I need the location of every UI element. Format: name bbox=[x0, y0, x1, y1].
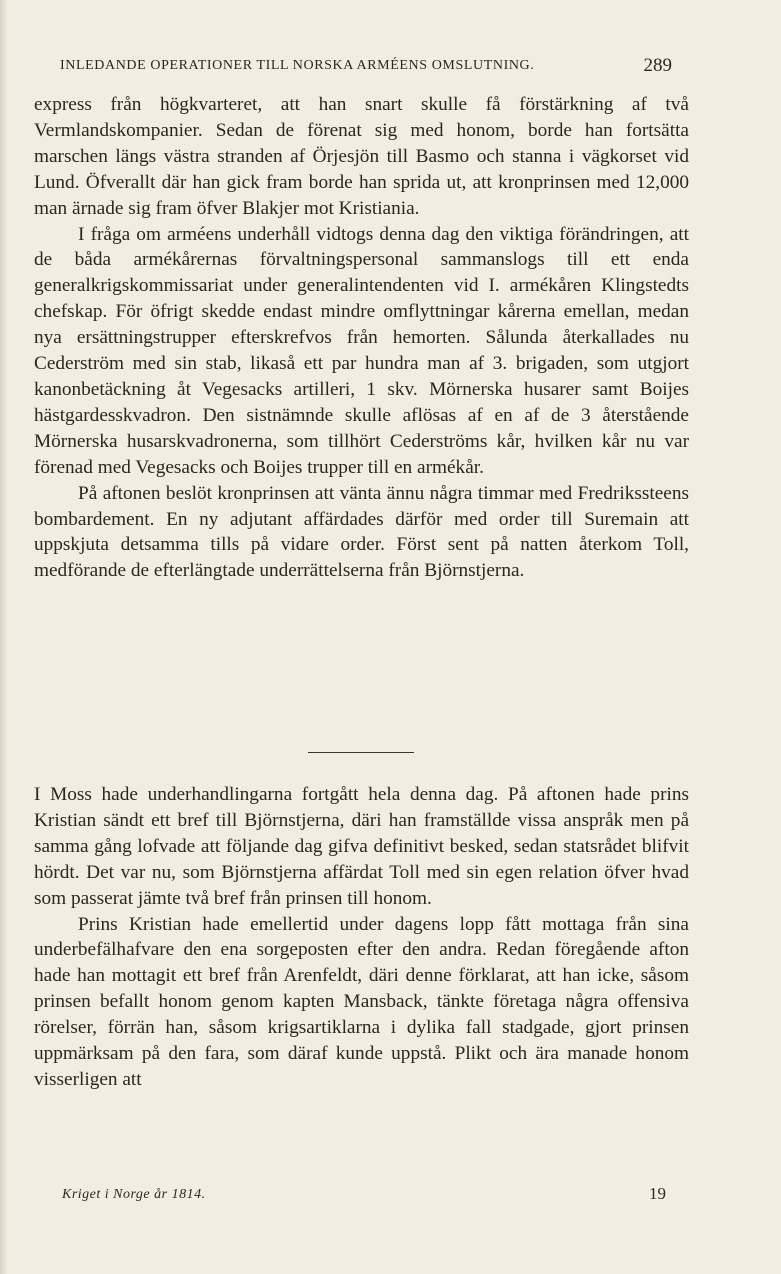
paragraph-prince-kristian: Prins Kristian hade emellertid under dagens lopp fått mottaga från sina underbefälhafvare den ena sorgeposten efter den andra. Redan föregående afton hade han mottagit ett bref från Arenfeldt, däri denne förklarat, att han icke, såsom prinsen befallt honom genom kapten Mansback, tänkte företaga några offensiva rörelser, förrän han, såsom krigsartiklarna i dylika fall stadgade, gjort prinsen uppmärksam på den fara, som däraf kunde uppstå. Plikt och ära manade honom visserligen att bbox=[34, 913, 689, 1090]
section-one-text bbox=[34, 92, 689, 584]
paragraph-evening-decision: På aftonen beslöt kronprinsen att vänta ännu några timmar med Fredrikssteens bombardement. En ny adjutant affärdades därför med order till Suremain att uppskjuta detsamma tills på vidare order. Först sent på natten återkom Toll, medförande de efterlängtade underrättelserna från Björnstjerna. bbox=[34, 482, 689, 582]
running-title: INLEDANDE OPERATIONER TILL NORSKA ARMÉENS OMSLUTNING. bbox=[60, 58, 535, 73]
section-divider bbox=[308, 752, 414, 753]
paragraph-moss-negotiations: I Moss hade underhandlingarna fortgått hela denna dag. På aftonen hade prins Kristian sändt ett bref till Björnstjerna, däri han framställde vissa anspråk men på samma gång lofvade att följande dag gifva definitivt besked, sedan statsrådet blifvit hördt. Det var nu, som Björnstjerna affärdat Toll med sin egen relation öfver hvad som passerat jämte två bref från prinsen till honom. bbox=[34, 784, 689, 909]
signature-number: 19 bbox=[649, 1184, 666, 1203]
page-number: 289 bbox=[643, 55, 672, 76]
section-two-text bbox=[34, 782, 689, 1093]
page-edge-shadow bbox=[0, 0, 8, 1274]
page-footer bbox=[62, 1182, 666, 1206]
running-head bbox=[60, 52, 672, 80]
paragraph-army-supply: I fråga om arméens underhåll vidtogs denna dag den viktiga förändringen, att de båda armékårernas förvaltningspersonal sammanslogs till ett enda generalkrigskommissariat under generalintendenten vid I. armékåren Klingstedts chefskap. För öfrigt skedde endast mindre omflyttningar kårerna emellan, medan nya ersättningstrupper efterskrefvos från hemorten. Sålunda återkallades nu Cederström med sin stab, likaså ett par hundra man af 3. brigaden, som utgjort kanonbetäckning åt Vegesacks artilleri, 1 skv. Mörnerska husarer samt Boijes hästgardesskvadron. Den sistnämnde skulle aflösas af en af de 3 återstående Mörnerska husarskvadronerna, som tillhört Cederströms kår, hvilken kår nu var förenad med Vegesacks och Boijes trupper till en armékår. bbox=[34, 223, 689, 478]
signature-title: Kriget i Norge år 1814. bbox=[62, 1187, 206, 1202]
paragraph-continued: express från högkvarteret, att han snart skulle få förstärkning af två Vermlandskompanier. Sedan de förenat sig med honom, borde han fortsätta marschen längs västra stranden af Örjesjön till Basmo och stanna i vägkorset vid Lund. Öfverallt där han gick fram borde han sprida ut, att kronprinsen med 12,000 man ärnade sig fram öfver Blakjer mot Kristiania. bbox=[34, 94, 689, 219]
